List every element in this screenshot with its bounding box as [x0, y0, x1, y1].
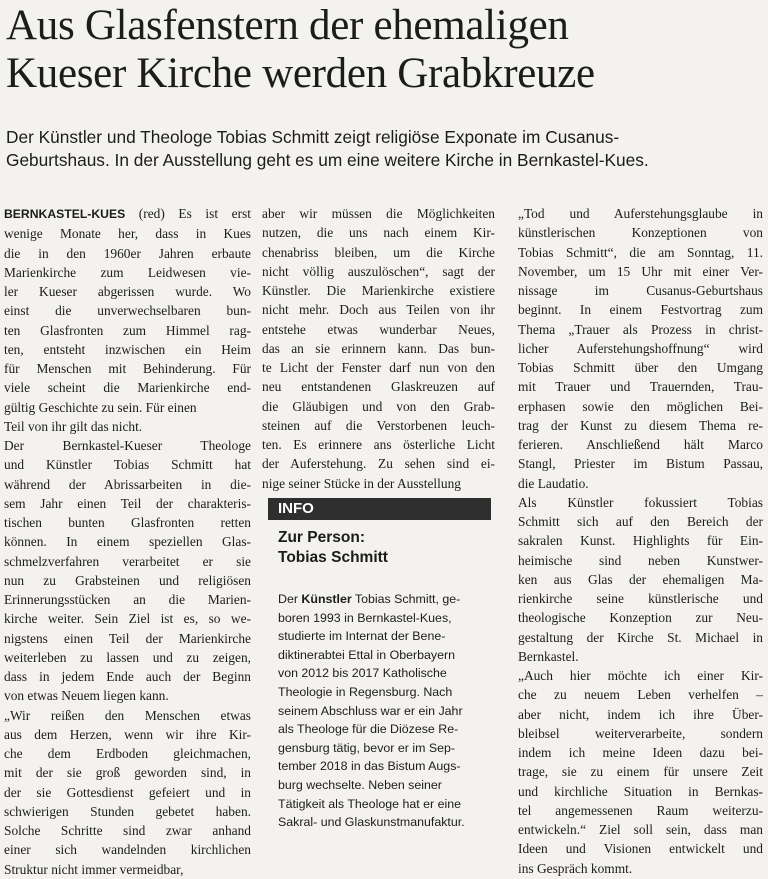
article-line: che dem Erdboden gleichmachen, [4, 746, 251, 761]
article-line: „Wir reißen den Menschen etwas [4, 707, 251, 723]
subheadline-line: Der Künstler und Theologe Tobias Schmitt zeigt religiöse Exponate im Cusanus- [6, 127, 620, 147]
article-line: neu entstandenen Glaskreuzen auf [262, 379, 495, 395]
article-line: erphasen sowie den möglichen Bei- [518, 398, 763, 414]
article-line: während der Abrissarbeiten in die- [4, 476, 251, 492]
article-line: chenabriss bleiben, um die Kirche [262, 244, 495, 260]
article-line: viele scheint die Marienkirche end- [4, 380, 251, 396]
article-column-1 [4, 204, 251, 879]
article-line: der Auferstehung. Zu sehen sind ei- [262, 456, 495, 472]
article-line: die in den 1960er Jahren erbaute [4, 245, 251, 261]
article-line: nicht völlig auszulöschen“, sagt der [262, 263, 495, 279]
article-line: aus dem Herzen, wenn wir ihre Kir- [4, 726, 251, 742]
info-line: diktinerabtei Ettal in Oberbayern [278, 647, 456, 662]
article-line: nun zu Grabsteinen und religiösen [4, 572, 251, 588]
article-line: ler Kueser abgerissen wurde. Wo [4, 284, 251, 299]
info-line: studierte im Internat der Bene- [278, 629, 446, 644]
article-line: nige seiner Stücke in der Ausstellung [262, 475, 461, 491]
article-line: ten Glasfronten zum Himmel rag- [4, 322, 251, 338]
article-lines [4, 224, 251, 879]
article-line: mit Trauer und Trauernden, Trau- [518, 379, 763, 395]
article-line: „Auch hier möchte ich einer Kir- [518, 668, 763, 683]
headline-line: Aus Glasfenstern der ehemaligen [6, 2, 569, 49]
article-line: und Künstler Tobias Schmitt hat [4, 457, 251, 473]
info-box-title [278, 528, 488, 568]
article-line: kirche weiter. Sein Ziel ist es, so we- [4, 611, 251, 627]
info-line: burg wechselte. Neben seiner [278, 777, 442, 792]
article-line: trag der Kunst zu diesem Thema re- [518, 417, 763, 433]
article-lines [262, 204, 495, 493]
headline [6, 2, 762, 98]
article-line: Ideen und Visionen entwickelt und [518, 841, 763, 857]
article-line: Solche Schritte sind zwar anhand [4, 823, 251, 838]
article-column-2 [262, 204, 495, 493]
info-title-line: Zur Person: [278, 529, 365, 546]
article-line: te Licht der Fenster darf nun von den [262, 360, 495, 375]
article-line: Künstler. Die Marienkirche existiere [262, 283, 495, 298]
article-line: nissage im Cusanus-Geburtshaus [518, 283, 763, 298]
info-line: als Theologe für die Diözese Re- [278, 722, 459, 737]
article-text: (red) Es ist erst [125, 206, 251, 221]
article-line: entwickeln.“ Ziel soll sein, dass man [518, 822, 763, 837]
article-line: gültig Geschichte zu sein. Für einen [4, 399, 197, 415]
article-line: der sie Gottesdienst gefeiert und in [4, 784, 251, 800]
article-line: ten. Es erinnere ans österliche Licht [262, 437, 495, 452]
info-line: gensburg tätig, bevor er im Sep- [278, 740, 456, 755]
article-line: einst die unverwechselbaren bun- [4, 303, 251, 319]
info-line: Tätigkeit als Theologe hat er eine [278, 796, 461, 811]
article-line: che zu neuem Leben verhelfen – [518, 687, 763, 703]
article-line: Erinnerungsstücken an die Marien- [4, 592, 251, 607]
article-line: steinen auf die Verstorbenen leuch- [262, 417, 495, 433]
article-line: schwierigen Stunden gebetet haben. [4, 803, 251, 819]
article-line: Tobias Schmitt über den Umgang [518, 360, 763, 375]
info-text: Tobias Schmitt, ge- [351, 592, 461, 606]
info-box-body [278, 590, 492, 832]
article-line: Der Bernkastel-Kueser Theologe [4, 438, 251, 453]
info-box [262, 494, 495, 831]
article-column-3 [518, 204, 763, 878]
article-line: weiterleben zu lassen und zu zeigen, [4, 649, 251, 665]
subheadline [6, 126, 762, 172]
info-line: seinem Abschluss war er ein Jahr [278, 703, 463, 718]
article-line: gestaltung der Kirche St. Michael in [518, 629, 763, 645]
headline-line: Kueser Kirche werden Grabkreuze [6, 50, 595, 97]
info-line: von 2012 bis 2017 Katholische [278, 666, 447, 681]
article-line: von etwas Neuem liegen kann. [4, 688, 169, 704]
article-line: rienkirche seine künstlerische und [518, 591, 763, 606]
info-box-header: INFO [268, 498, 491, 520]
info-line: tember 2018 in das Bistum Augs- [278, 759, 461, 774]
article-line [4, 204, 251, 224]
article-line: beginnt. In einem Festvortrag zum [518, 302, 763, 318]
info-title-line: Tobias Schmitt [278, 549, 388, 566]
article-line: bleibsel weiterverarbeite, sondern [518, 725, 763, 741]
article-line: Stangl, Priester im Bistum Passau, [518, 456, 763, 472]
article-line: künstlerischen Konzeptionen von [518, 225, 763, 241]
article-line: Struktur nicht immer vermeidbar, [4, 861, 184, 877]
article-line: tischen bunten Glasfronten retten [4, 515, 251, 530]
info-text: Der [278, 592, 302, 606]
article-line: aber nicht, indem ich ihre Über- [518, 706, 763, 722]
article-line: mit der sie groß geworden sind, in [4, 765, 251, 781]
article-line: licher Auferstehungshoffnung“ wird [518, 340, 763, 356]
article-line: November, um 15 Uhr mit einer Ver- [518, 263, 763, 279]
article-line: nicht mehr. Doch aus Teilen von ihr [262, 302, 495, 318]
article-line: Als Künstler fokussiert Tobias [518, 494, 763, 510]
article-line: dass in jedem Ende auch der Beginn [4, 669, 251, 684]
article-line: heimische sind neben Kunstwer- [518, 552, 763, 568]
article-line: schmelzverfahren verarbeitet er sie [4, 553, 251, 569]
info-line: Sakral- und Glaskunstmanufaktur. [278, 815, 465, 830]
article-line: sem Jahr einen Teil der charakteris- [4, 495, 251, 511]
article-line: können. In einem speziellen Glas- [4, 534, 251, 550]
article-line: nigstens einen Teil der Marienkirche [4, 630, 251, 646]
article-line: indem ich meine Ideen dazu bei- [518, 745, 763, 760]
article-line: die Gläubigen und von den Grab- [262, 398, 495, 414]
article-line: ins Gespräch kommt. [518, 860, 633, 876]
article-line: nutzen, die uns nach einem Kir- [262, 225, 495, 241]
article-line: Tobias Schmitt“, die am Sonntag, 11. [518, 244, 763, 260]
article-line: Schmitt sich auf den Bereich der [518, 514, 763, 529]
article-line: und kirchliche Situation in Bernkas- [518, 783, 763, 799]
subheadline-line: Geburtshaus. In der Ausstellung geht es um eine weitere Kirche in Bernkastel-Kues. [6, 150, 649, 170]
info-lines [278, 609, 492, 832]
article-line: entstehe etwas wunderbar Neues, [262, 321, 495, 337]
article-line: „Tod und Auferstehungsglaube in [518, 206, 763, 221]
article-line: trage, sie zu einem für unsere Zeit [518, 764, 763, 780]
article-line: das an sie erinnern kann. Das bun- [262, 340, 495, 356]
article-line: ten, entsteht inzwischen ein Heim [4, 341, 251, 357]
info-line [278, 590, 492, 609]
article-line: ken aus Glas der ehemaligen Ma- [518, 571, 763, 587]
info-keyword: Künstler [301, 592, 352, 606]
article-line: sakralen Kunst. Highlights für Ein- [518, 533, 763, 549]
dateline: BERNKASTEL-KUES [4, 207, 126, 221]
article-line: Thema „Trauer als Prozess in christ- [518, 321, 763, 337]
article-line: theologische Konzeption zur Neu- [518, 610, 763, 626]
article-line: Marienkirche zum Leidwesen vie- [4, 264, 251, 280]
article-lines [518, 204, 763, 878]
info-line: boren 1993 in Bernkastel-Kues, [278, 610, 452, 625]
article-line: einer sich wandelnden kirchlichen [4, 842, 251, 858]
article-line: die Laudatio. [518, 475, 589, 491]
article-line: Teil von ihr gilt das nicht. [4, 418, 143, 434]
article-line: für Menschen mit Behinderung. Für [4, 361, 251, 376]
article-line: Bernkastel. [518, 648, 579, 664]
article-line: tel angemessenen Raum weiterzu- [518, 802, 763, 818]
info-line: Theologie in Regensburg. Nach [278, 684, 453, 699]
article-line: ferieren. Anschließend hält Marco [518, 437, 763, 452]
article-line: wenige Monate her, dass in Kues [4, 226, 251, 242]
article-line: aber wir müssen die Möglichkeiten [262, 206, 495, 221]
